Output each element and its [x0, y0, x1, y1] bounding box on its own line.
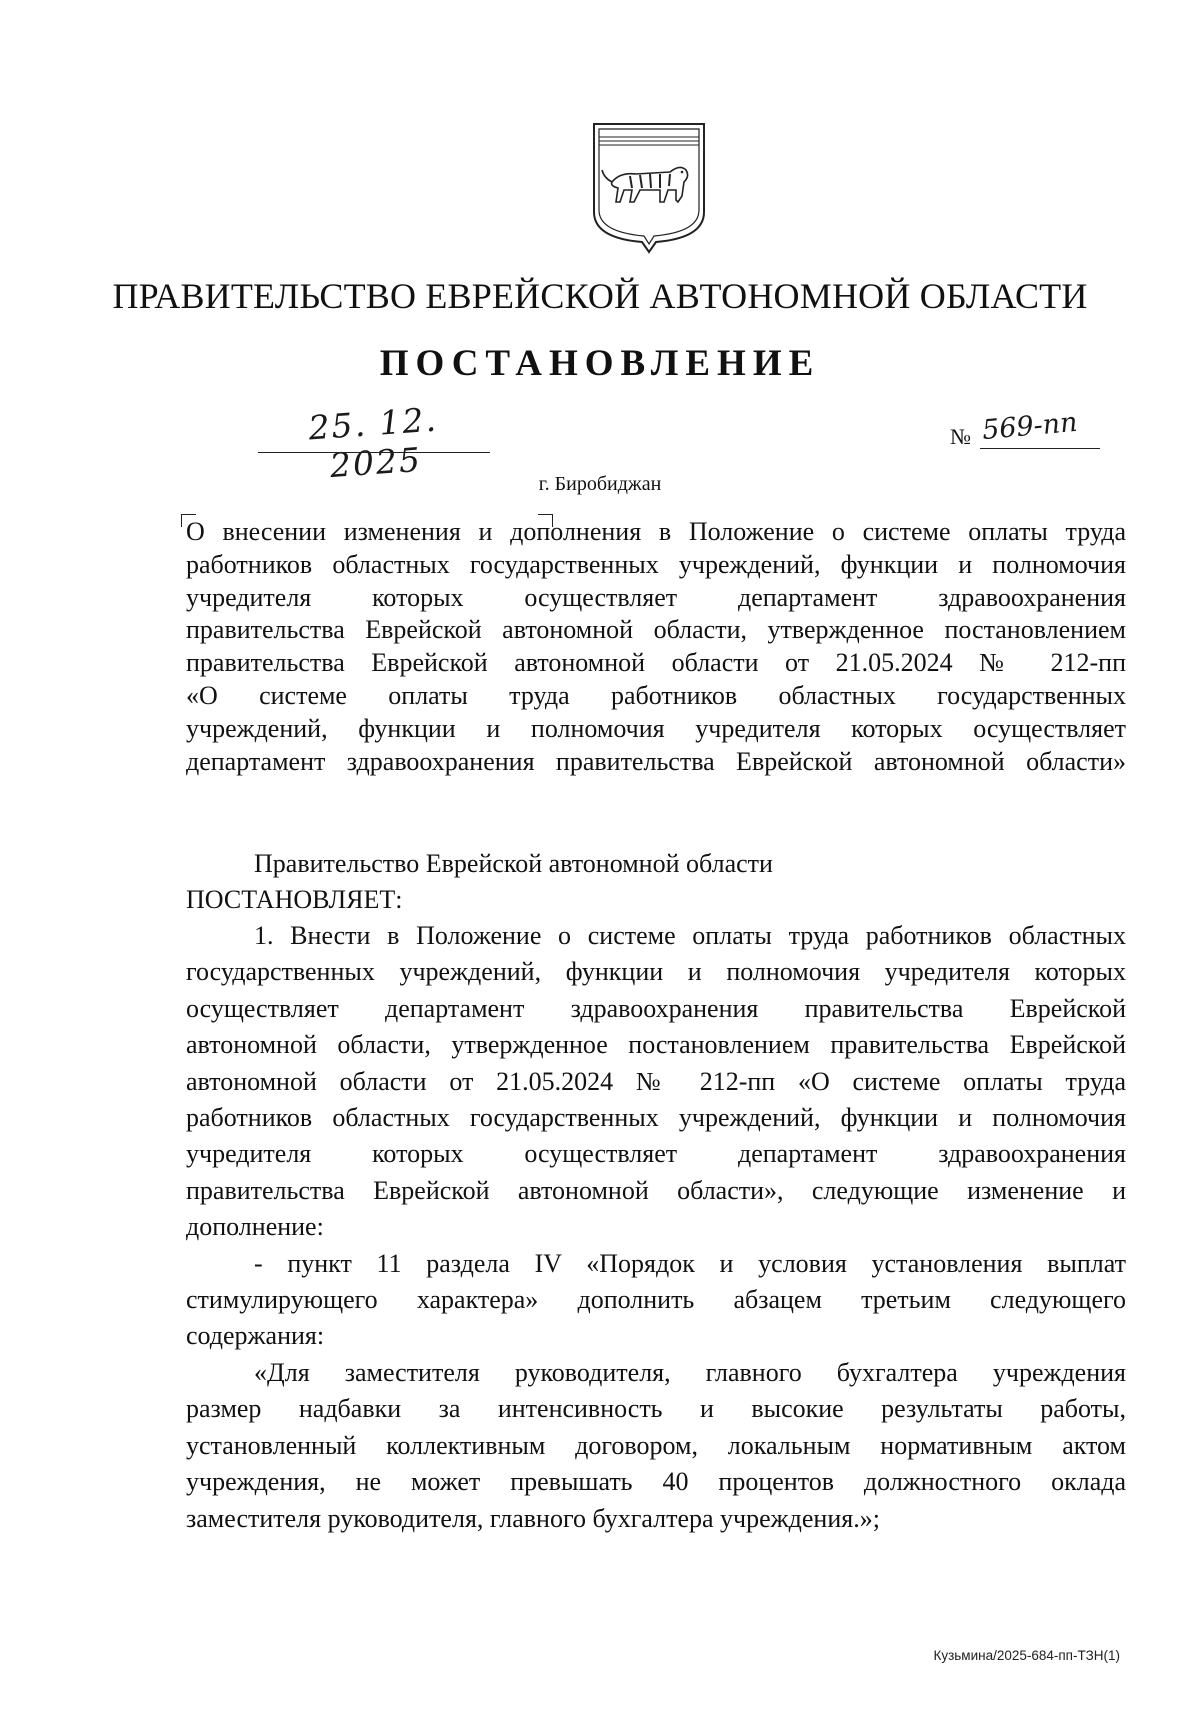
body-line: - пункт 11 раздела IV «Порядок и условия установления выплат	[254, 1248, 1126, 1278]
preamble-decree: ПОСТАНОВЛЯЕТ:	[186, 885, 403, 915]
body-line: заместителя руководителя, главного бухгалтера учреждения.»;	[186, 1503, 880, 1533]
city-name: г. Биробиджан	[538, 473, 662, 495]
number-sign: №	[950, 424, 971, 449]
body-line: работников областных государственных учреждений, функции и полномочия	[186, 1103, 1126, 1133]
document-title	[186, 516, 1126, 778]
body-line: стимулирующего характера» дополнить абзацем третьим следующего	[186, 1285, 1126, 1315]
document-type: ПОСТАНОВЛЕНИЕ	[379, 343, 821, 384]
preamble	[186, 846, 1126, 919]
body-line: установленный коллективным договором, локальным нормативным актом	[186, 1430, 1126, 1460]
body-line: 1. Внести в Положение о системе оплаты труда работников областных	[254, 921, 1126, 950]
body-line: правительства Еврейской автономной области», следующие изменение и	[186, 1175, 1126, 1205]
preamble-subject: Правительство Еврейской автономной области	[254, 849, 773, 878]
title-line: учреждений, функции и полномочия учредителя которых осуществляет	[186, 713, 1126, 743]
body-line: автономной области от 21.05.2024 № 212-пп «О системе оплаты труда	[186, 1066, 1126, 1096]
body-line: учредителя которых осуществляет департамент здравоохранения	[186, 1139, 1126, 1169]
title-line: правительства Еврейской автономной области, утвержденное постановлением	[186, 615, 1126, 645]
body-line: осуществляет департамент здравоохранения правительства Еврейской	[186, 993, 1126, 1023]
handwritten-number: 569-пп	[980, 406, 1079, 447]
body-line: учреждения, не может превышать 40 процентов должностного оклада	[186, 1467, 1126, 1497]
body-line: дополнение:	[186, 1212, 324, 1242]
body-line: автономной области, утвержденное постановлением правительства Еврейской	[186, 1030, 1126, 1060]
title-line: О внесении изменения и дополнения в Положение о системе оплаты труда	[186, 517, 1126, 546]
handwritten-date: 25. 12. 2025	[307, 399, 440, 486]
date-underline	[258, 452, 490, 453]
title-line: работников областных государственных учреждений, функции и полномочия	[186, 549, 1126, 579]
number-underline	[980, 448, 1100, 449]
document-body	[186, 918, 1126, 1537]
coat-of-arms-icon	[590, 120, 708, 258]
body-line: содержания:	[186, 1321, 325, 1351]
body-line: размер надбавки за интенсивность и высокие результаты работы,	[186, 1394, 1126, 1424]
title-line: учредителя которых осуществляет департамент здравоохранения	[186, 582, 1126, 612]
title-line: правительства Еврейской автономной области от 21.05.2024 № 212-пп	[186, 648, 1126, 678]
body-line: «Для заместителя руководителя, главного бухгалтера учреждения	[254, 1357, 1126, 1387]
title-line: «О системе оплаты труда работников областных государственных	[186, 680, 1126, 710]
title-line: департамент здравоохранения правительства Еврейской автономной области»	[186, 746, 1126, 776]
body-line: государственных учреждений, функции и полномочия учредителя которых	[186, 957, 1126, 987]
issuing-authority: ПРАВИТЕЛЬСТВО ЕВРЕЙСКОЙ АВТОНОМНОЙ ОБЛАСТИ	[112, 276, 1088, 316]
document-code: Кузьмина/2025-684-пп-ТЗН(1)	[933, 1648, 1120, 1663]
